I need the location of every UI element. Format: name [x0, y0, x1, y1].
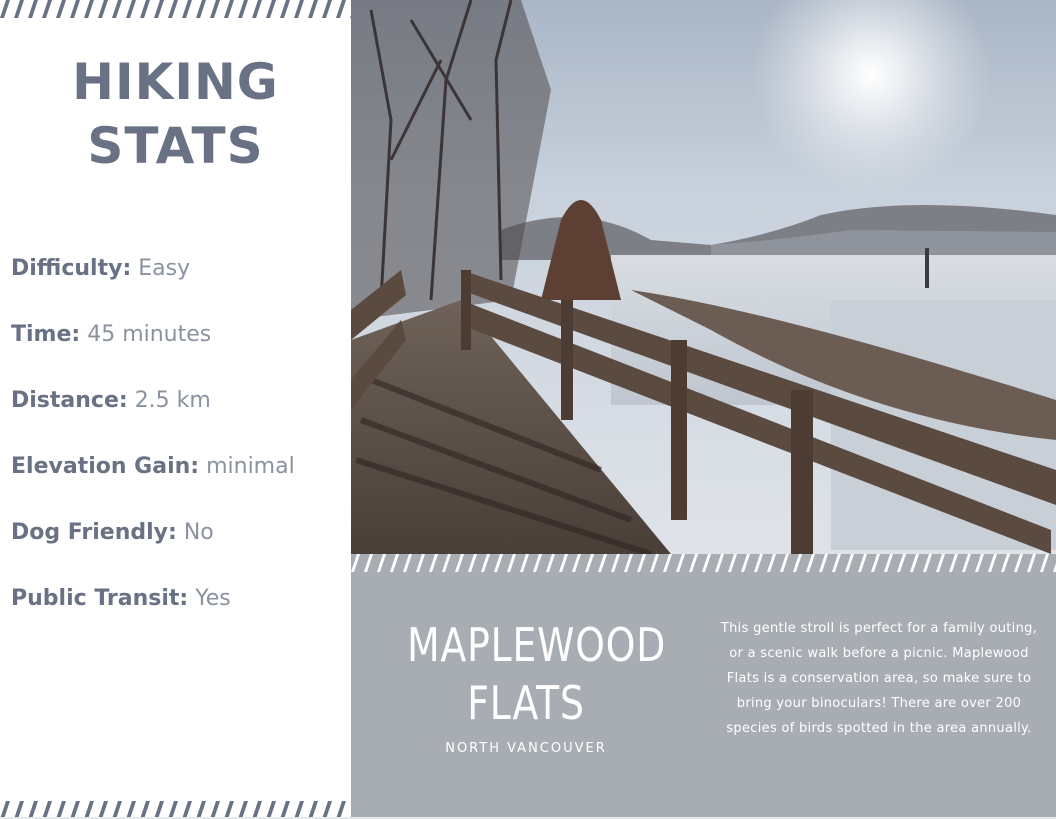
stat-label: Elevation Gain:: [11, 454, 200, 479]
stat-label: Dog Friendly:: [11, 520, 177, 545]
stat-value: No: [183, 520, 214, 545]
boardwalk-lake-photo: [351, 0, 1056, 554]
stat-value: Easy: [138, 256, 191, 281]
stat-distance: [11, 382, 346, 448]
diagonal-stripe-border-top: [0, 0, 351, 18]
title-line-1: HIKING: [72, 53, 279, 111]
stat-label: Distance:: [11, 388, 128, 413]
diagonal-stripe-border: [351, 554, 1056, 572]
stat-value: 2.5 km: [134, 388, 211, 413]
trail-info-panel: [351, 554, 1056, 817]
stat-elevation-gain: [11, 448, 346, 514]
stat-value: minimal: [206, 454, 295, 479]
stat-label: Difficulty:: [11, 256, 132, 281]
stat-public-transit: [11, 580, 346, 646]
trail-name-line-1: MAPLEWOOD: [407, 618, 667, 672]
trail-region: NORTH VANCOUVER: [445, 741, 607, 756]
hiking-stats-panel: [0, 0, 351, 819]
hiking-stats-title: [0, 50, 351, 178]
stat-dog-friendly: [11, 514, 346, 580]
stat-value: Yes: [195, 586, 231, 611]
trail-name-line-2: FLATS: [467, 676, 585, 730]
stat-difficulty: [11, 250, 346, 316]
stat-label: Time:: [11, 322, 81, 347]
stat-time: [11, 316, 346, 382]
stats-list: [11, 250, 346, 646]
stat-value: 45 minutes: [87, 322, 212, 347]
trail-description: This gentle stroll is perfect for a family outing, or a scenic walk before a picnic. Maplewood Flats is a conservation area, so make sure to bring your binoculars! There are over 200 species of birds spotted in the area annually.: [720, 621, 1038, 736]
title-line-2: STATS: [87, 117, 264, 175]
stat-label: Public Transit:: [11, 586, 189, 611]
trail-name: [407, 616, 667, 732]
